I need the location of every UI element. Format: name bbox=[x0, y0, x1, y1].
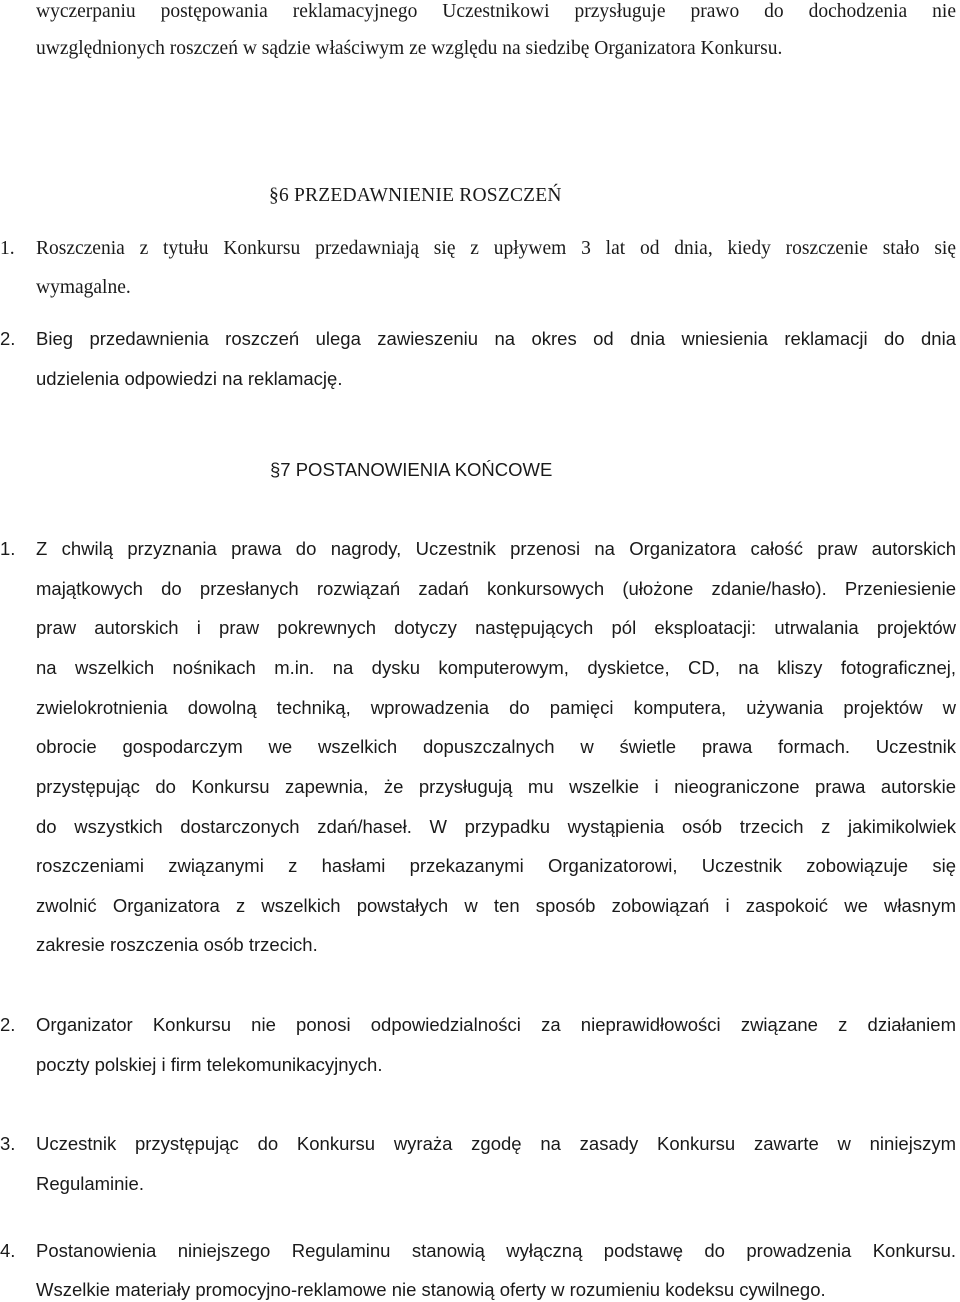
section-6-item-1-line-2: wymagalne. bbox=[36, 277, 131, 298]
section-6-item-2-line-2: udzielenia odpowiedzi na reklamację. bbox=[36, 368, 343, 389]
section-7-item-2-line-1: Organizator Konkursu nie ponosi odpowiedzialności za nieprawidłowości związane z działaniem bbox=[36, 1014, 956, 1035]
section-7-item-1-number: 1. bbox=[0, 538, 16, 559]
section-7-item-2-line-2: poczty polskiej i firm telekomunikacyjnych. bbox=[36, 1054, 383, 1075]
section-7-item-1-line-10: zwolnić Organizatora z wszelkich powstałych w ten sposób zobowiązań i zaspokoić we własnym bbox=[36, 895, 956, 916]
section-7-item-1-line-9: roszczeniami związanymi z hasłami przekazanymi Organizatorowi, Uczestnik zobowiązuje się bbox=[36, 855, 956, 876]
section-6-item-1-number: 1. bbox=[0, 238, 15, 259]
section-7-item-4-line-2: Wszelkie materiały promocyjno-reklamowe nie stanowią oferty w rozumieniu kodeksu cywilnego. bbox=[36, 1279, 826, 1300]
section-7-item-1-line-5: zwielokrotnienia dowolną techniką, wprowadzenia do pamięci komputera, używania projektów w bbox=[36, 697, 956, 718]
section-7-item-1-line-11: zakresie roszczenia osób trzecich. bbox=[36, 934, 318, 955]
section-6-heading: §6 PRZEDAWNIENIE ROSZCZEŃ bbox=[269, 185, 562, 206]
section-7-item-1-line-4: na wszelkich nośnikach m.in. na dysku komputerowym, dyskietce, CD, na kliszy fotograficznej, bbox=[36, 657, 956, 678]
intro-line-2: uwzględnionych roszczeń w sądzie właściwym ze względu na siedzibę Organizatora Konkursu. bbox=[36, 38, 783, 59]
section-7-item-1-line-8: do wszystkich dostarczonych zdań/haseł. W przypadku wystąpienia osób trzecich z jakimikolwiek bbox=[36, 816, 956, 837]
section-7-item-3-line-1: Uczestnik przystępując do Konkursu wyraża zgodę na zasady Konkursu zawarte w niniejszym bbox=[36, 1133, 956, 1154]
section-7-item-3-line-2: Regulaminie. bbox=[36, 1173, 144, 1194]
section-7-heading: §7 POSTANOWIENIA KOŃCOWE bbox=[270, 459, 553, 480]
section-6-item-1-line-1: Roszczenia z tytułu Konkursu przedawniają się z upływem 3 lat od dnia, kiedy roszczenie stało się bbox=[36, 238, 956, 259]
intro-line-1: wyczerpaniu postępowania reklamacyjnego Uczestnikowi przysługuje prawo do dochodzenia nie bbox=[36, 1, 956, 22]
section-7-item-1-line-6: obrocie gospodarczym we wszelkich dopuszczalnych w świetle prawa formach. Uczestnik bbox=[36, 736, 956, 757]
section-6-item-2-number: 2. bbox=[0, 328, 16, 349]
section-7-item-2-number: 2. bbox=[0, 1014, 16, 1035]
section-7-item-1-line-7: przystępując do Konkursu zapewnia, że przysługują mu wszelkie i nieograniczone prawa autorskie bbox=[36, 776, 956, 797]
section-7-item-4-number: 4. bbox=[0, 1240, 16, 1261]
section-7-item-4-line-1: Postanowienia niniejszego Regulaminu stanowią wyłączną podstawę do prowadzenia Konkursu. bbox=[36, 1240, 956, 1261]
section-7-item-3-number: 3. bbox=[0, 1133, 16, 1154]
section-6-item-2-line-1: Bieg przedawnienia roszczeń ulega zawieszeniu na okres od dnia wniesienia reklamacji do dnia bbox=[36, 328, 956, 349]
section-7-item-1-line-1: Z chwilą przyznania prawa do nagrody, Uczestnik przenosi na Organizatora całość praw autorskich bbox=[36, 538, 956, 559]
section-7-item-1-line-3: praw autorskich i praw pokrewnych dotyczy następujących pól eksploatacji: utrwalania projektów bbox=[36, 617, 956, 638]
section-7-item-1-line-2: majątkowych do przesłanych rozwiązań zadań konkursowych (ułożone zdanie/hasło). Przeniesienie bbox=[36, 578, 956, 599]
